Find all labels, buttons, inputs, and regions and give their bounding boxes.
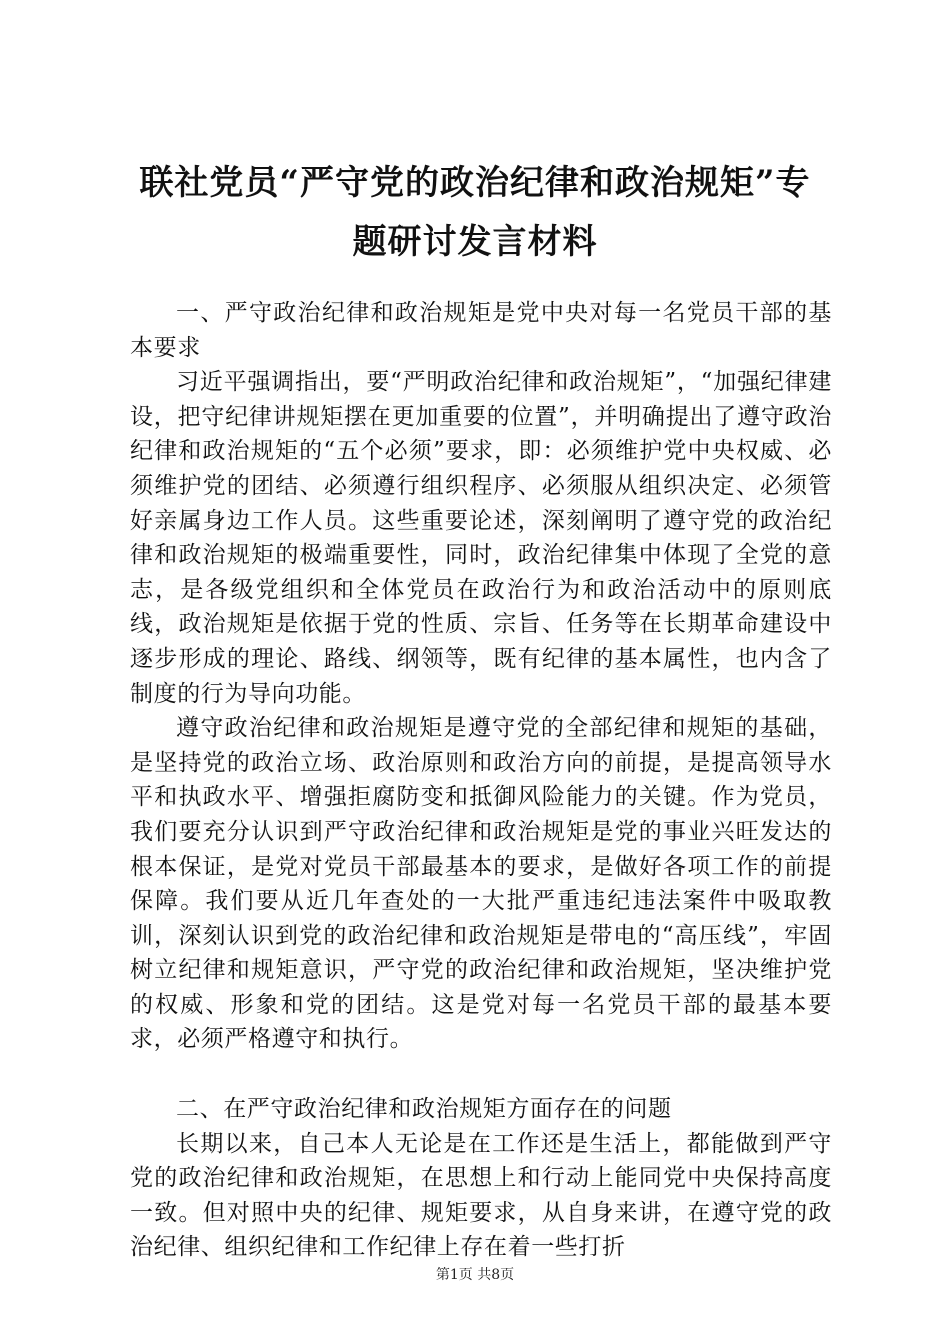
body-paragraph-3: 长期以来，自己本人无论是在工作还是生活上，都能做到严守党的政治纪律和政治规矩，在思想上和行动上能同党中央保持高度一致。但对照中央的纪律、规矩要求，从自身来讲，在遵守党的政治纪律、组织纪律和工作纪律上存在着一些打折 xyxy=(130,1130,832,1261)
body-paragraph-1: 习近平强调指出，要“严明政治纪律和政治规矩”，“加强纪律建设，把守纪律讲规矩摆在更加重要的位置”，并明确提出了遵守政治纪律和政治规矩的“五个必须”要求，即：必须维护党中央权威、必须维护党的团结、必须遵行组织程序、必须服从组织决定、必须管好亲属身边工作人员。这些重要论述，深刻阐明了遵守党的政治纪律和政治规矩的极端重要性，同时，政治纪律集中体现了全党的意志，是各级党组织和全体党员在政治行为和政治活动中的原则底线，政治规矩是依据于党的性质、宗旨、任务等在长期革命建设中逐步形成的理论、路线、纲领等，既有纪律的基本属性，也内含了制度的行为导向功能。 xyxy=(130,369,832,707)
section-heading-2: 二、在严守政治纪律和政治规矩方面存在的问题 xyxy=(176,1096,672,1123)
page-number-footer: 第1页 共8页 xyxy=(435,1267,515,1283)
document-body xyxy=(130,296,832,1265)
body-paragraph-2: 遵守政治纪律和政治规矩是遵守党的全部纪律和规矩的基础，是坚持党的政治立场、政治原则和政治方向的前提，是提高领导水平和执政水平、增强拒腐防变和抵御风险能力的关键。作为党员，我们要充分认识到严守政治纪律和政治规矩是党的事业兴旺发达的根本保证，是党对党员干部最基本的要求，是做好各项工作的前提保障。我们要从近几年查处的一大批严重违纪违法案件中吸取教训，深刻认识到党的政治纪律和政治规矩是带电的“高压线”，牢固树立纪律和规矩意识，严守党的政治纪律和政治规矩，坚决维护党的权威、形象和党的团结。这是党对每一名党员干部的最基本要求，必须严格遵守和执行。 xyxy=(130,715,832,1053)
section-heading-1: 一、严守政治纪律和政治规矩是党中央对每一名党员干部的基本要求 xyxy=(130,300,832,361)
document-title-line-1: 联社党员“严守党的政治纪律和政治规矩”专 xyxy=(139,163,811,203)
document-title-line-2: 题研讨发言材料 xyxy=(352,222,598,262)
